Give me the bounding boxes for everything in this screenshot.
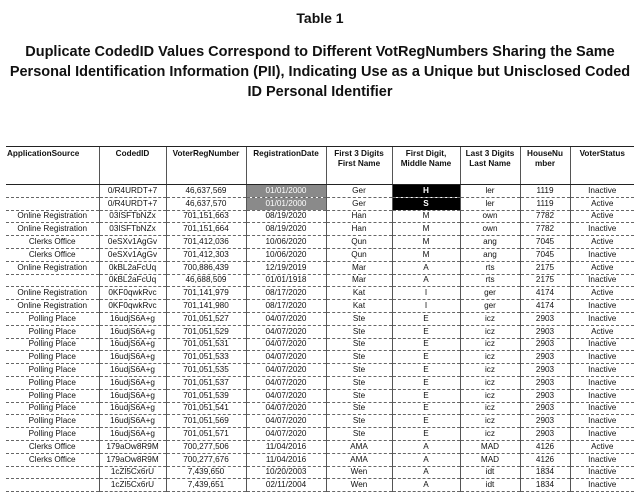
cell-voter-reg-number: 701,151,664 [166,223,246,236]
cell-registration-date: 08/17/2020 [246,287,326,300]
cell-last-name-digits: rts [460,261,520,274]
cell-voter-status: Active [570,261,634,274]
header-first-name-digits: First 3 Digits First Name [326,147,392,177]
cell-coded-id: 0/R4URDT+7 [99,197,166,210]
cell-registration-date: 04/07/2020 [246,389,326,402]
cell-middle-name-digit: E [392,428,460,441]
cell-application-source: Polling Place [6,428,99,441]
cell-voter-status: Active [570,236,634,249]
table-row [6,364,634,377]
cell-last-name-digits: rts [460,274,520,287]
cell-last-name-digits: icz [460,312,520,325]
header-middle-name-digit: First Digit, Middle Name [392,147,460,177]
cell-coded-id: 03ISFTbNZx [99,210,166,223]
cell-coded-id: 16udjS6A+g [99,338,166,351]
cell-coded-id: 0eSXv1AgGv [99,236,166,249]
cell-house-number: 1834 [520,479,570,492]
cell-registration-date: 01/01/2000 [246,185,326,198]
cell-first-name-digits: Ger [326,185,392,198]
cell-voter-status: Inactive [570,364,634,377]
cell-voter-reg-number: 701,051,529 [166,325,246,338]
cell-middle-name-digit: H [392,185,460,198]
cell-application-source: Polling Place [6,338,99,351]
cell-last-name-digits: icz [460,376,520,389]
table-row [6,389,634,402]
cell-middle-name-digit: E [392,338,460,351]
cell-house-number: 2903 [520,428,570,441]
cell-coded-id: 1cZl5Cx6rU [99,479,166,492]
cell-coded-id: 0/R4URDT+7 [99,185,166,198]
cell-middle-name-digit: E [392,325,460,338]
cell-house-number: 2903 [520,415,570,428]
cell-middle-name-digit: A [392,479,460,492]
cell-registration-date: 01/01/2000 [246,197,326,210]
cell-voter-status: Inactive [570,312,634,325]
cell-last-name-digits: idt [460,479,520,492]
cell-application-source [6,274,99,287]
cell-last-name-digits: icz [460,428,520,441]
cell-last-name-digits: icz [460,338,520,351]
cell-first-name-digits: AMA [326,453,392,466]
cell-voter-reg-number: 701,412,036 [166,236,246,249]
cell-application-source: Polling Place [6,312,99,325]
cell-coded-id: 16udjS6A+g [99,402,166,415]
cell-last-name-digits: MAD [460,440,520,453]
cell-last-name-digits: MAD [460,453,520,466]
cell-voter-status: Inactive [570,466,634,479]
cell-registration-date: 08/19/2020 [246,223,326,236]
cell-middle-name-digit: E [392,351,460,364]
cell-voter-reg-number: 701,051,539 [166,389,246,402]
cell-house-number: 2903 [520,351,570,364]
cell-registration-date: 08/17/2020 [246,300,326,313]
cell-registration-date: 04/07/2020 [246,338,326,351]
cell-application-source: Online Registration [6,223,99,236]
cell-house-number: 2903 [520,402,570,415]
cell-last-name-digits: idt [460,466,520,479]
cell-middle-name-digit: I [392,300,460,313]
table-row [6,223,634,236]
cell-first-name-digits: Kat [326,300,392,313]
table-row [6,440,634,453]
table-row [6,261,634,274]
cell-application-source: Polling Place [6,364,99,377]
cell-voter-status: Inactive [570,223,634,236]
cell-house-number: 1119 [520,197,570,210]
header-last-name-digits: Last 3 Digits Last Name [460,147,520,177]
cell-voter-reg-number: 701,051,531 [166,338,246,351]
cell-registration-date: 11/04/2016 [246,453,326,466]
cell-last-name-digits: icz [460,402,520,415]
cell-application-source: Polling Place [6,351,99,364]
table-header-row [6,147,634,177]
cell-coded-id: 16udjS6A+g [99,312,166,325]
table-row [6,428,634,441]
cell-registration-date: 04/07/2020 [246,351,326,364]
cell-voter-status: Inactive [570,274,634,287]
cell-coded-id: 0KF0qwkRvc [99,287,166,300]
cell-application-source [6,466,99,479]
cell-first-name-digits: Qun [326,236,392,249]
cell-house-number: 2903 [520,325,570,338]
cell-first-name-digits: Ste [326,325,392,338]
cell-last-name-digits: ger [460,287,520,300]
table-row [6,466,634,479]
table-row [6,351,634,364]
cell-house-number: 4174 [520,287,570,300]
cell-registration-date: 11/04/2016 [246,440,326,453]
cell-first-name-digits: Ste [326,376,392,389]
cell-registration-date: 04/07/2020 [246,364,326,377]
cell-voter-reg-number: 701,051,527 [166,312,246,325]
table-label: Table 1 [296,10,344,26]
table-row [6,210,634,223]
cell-coded-id: 16udjS6A+g [99,364,166,377]
cell-application-source: Clerks Office [6,440,99,453]
cell-application-source: Online Registration [6,261,99,274]
cell-first-name-digits: Ste [326,389,392,402]
cell-middle-name-digit: E [392,312,460,325]
table-row [6,300,634,313]
cell-voter-reg-number: 701,151,663 [166,210,246,223]
cell-first-name-digits: Ste [326,351,392,364]
cell-last-name-digits: own [460,223,520,236]
cell-coded-id: 1cZl5Cx6rU [99,466,166,479]
cell-application-source: Online Registration [6,210,99,223]
cell-voter-reg-number: 701,412,303 [166,248,246,261]
cell-coded-id: 0kBL2aFcUq [99,274,166,287]
cell-coded-id: 16udjS6A+g [99,389,166,402]
cell-first-name-digits: Ste [326,415,392,428]
header-registration-date: RegistrationDate [246,147,326,177]
cell-middle-name-digit: M [392,210,460,223]
cell-coded-id: 0eSXv1AgGv [99,248,166,261]
cell-coded-id: 0KF0qwkRvc [99,300,166,313]
cell-last-name-digits: own [460,210,520,223]
cell-application-source: Polling Place [6,325,99,338]
cell-voter-reg-number: 700,277,506 [166,440,246,453]
cell-middle-name-digit: M [392,223,460,236]
cell-voter-status: Inactive [570,185,634,198]
cell-registration-date: 04/07/2020 [246,402,326,415]
table-row [6,376,634,389]
cell-coded-id: 16udjS6A+g [99,325,166,338]
cell-house-number: 2903 [520,338,570,351]
cell-voter-reg-number: 700,886,439 [166,261,246,274]
cell-application-source: Clerks Office [6,236,99,249]
cell-middle-name-digit: S [392,197,460,210]
cell-house-number: 4174 [520,300,570,313]
header-voter-status: VoterStatus [570,147,634,177]
cell-middle-name-digit: E [392,402,460,415]
cell-application-source: Polling Place [6,376,99,389]
cell-coded-id: 0kBL2aFcUq [99,261,166,274]
cell-coded-id: 179aOw8R9M [99,440,166,453]
cell-first-name-digits: Han [326,223,392,236]
cell-coded-id: 16udjS6A+g [99,351,166,364]
cell-voter-status: Inactive [570,376,634,389]
cell-voter-reg-number: 700,277,676 [166,453,246,466]
cell-voter-reg-number: 701,051,537 [166,376,246,389]
cell-voter-status: Inactive [570,300,634,313]
cell-application-source: Clerks Office [6,453,99,466]
header-house-number: HouseNu mber [520,147,570,177]
cell-house-number: 2903 [520,364,570,377]
table-row [6,248,634,261]
cell-middle-name-digit: A [392,274,460,287]
cell-voter-reg-number: 701,051,535 [166,364,246,377]
cell-registration-date: 04/07/2020 [246,325,326,338]
cell-registration-date: 04/07/2020 [246,415,326,428]
cell-first-name-digits: Han [326,210,392,223]
cell-last-name-digits: ang [460,248,520,261]
cell-application-source: Polling Place [6,402,99,415]
cell-registration-date: 01/01/1918 [246,274,326,287]
cell-registration-date: 04/07/2020 [246,428,326,441]
cell-coded-id: 179aOw8R9M [99,453,166,466]
cell-voter-reg-number: 701,141,979 [166,287,246,300]
cell-first-name-digits: Wen [326,466,392,479]
cell-voter-status: Inactive [570,248,634,261]
cell-house-number: 1834 [520,466,570,479]
cell-house-number: 7045 [520,236,570,249]
cell-voter-status: Inactive [570,402,634,415]
table-row [6,453,634,466]
cell-registration-date: 10/20/2003 [246,466,326,479]
cell-application-source: Online Registration [6,287,99,300]
cell-registration-date: 12/19/2019 [246,261,326,274]
cell-first-name-digits: Mar [326,261,392,274]
cell-last-name-digits: ler [460,197,520,210]
table-row [6,185,634,198]
cell-last-name-digits: ler [460,185,520,198]
cell-voter-status: Active [570,210,634,223]
cell-application-source: Online Registration [6,300,99,313]
cell-house-number: 2903 [520,312,570,325]
cell-last-name-digits: icz [460,351,520,364]
cell-voter-status: Active [570,325,634,338]
cell-registration-date: 02/11/2004 [246,479,326,492]
cell-voter-reg-number: 46,688,509 [166,274,246,287]
cell-middle-name-digit: A [392,453,460,466]
cell-first-name-digits: Ste [326,338,392,351]
cell-voter-reg-number: 701,051,533 [166,351,246,364]
cell-voter-status: Inactive [570,415,634,428]
cell-application-source [6,197,99,210]
cell-house-number: 2175 [520,274,570,287]
cell-house-number: 7782 [520,223,570,236]
cell-last-name-digits: ang [460,236,520,249]
cell-registration-date: 10/06/2020 [246,236,326,249]
cell-first-name-digits: Ste [326,364,392,377]
cell-middle-name-digit: E [392,364,460,377]
header-application-source: ApplicationSource [6,147,99,177]
cell-middle-name-digit: A [392,466,460,479]
duplicate-codedid-table [6,146,634,492]
cell-voter-status: Inactive [570,428,634,441]
cell-coded-id: 16udjS6A+g [99,415,166,428]
cell-voter-status: Inactive [570,479,634,492]
cell-first-name-digits: Ger [326,197,392,210]
cell-house-number: 4126 [520,440,570,453]
cell-house-number: 2175 [520,261,570,274]
table-row [6,274,634,287]
cell-first-name-digits: AMA [326,440,392,453]
cell-middle-name-digit: E [392,376,460,389]
table-body [6,176,634,492]
cell-last-name-digits: icz [460,325,520,338]
cell-house-number: 7782 [520,210,570,223]
cell-last-name-digits: ger [460,300,520,313]
cell-first-name-digits: Qun [326,248,392,261]
cell-application-source [6,185,99,198]
cell-middle-name-digit: I [392,287,460,300]
table-row [6,287,634,300]
cell-last-name-digits: icz [460,415,520,428]
cell-voter-status: Inactive [570,338,634,351]
cell-house-number: 7045 [520,248,570,261]
cell-first-name-digits: Ste [326,402,392,415]
table-row [6,338,634,351]
table-row [6,325,634,338]
cell-last-name-digits: icz [460,364,520,377]
cell-voter-reg-number: 701,141,980 [166,300,246,313]
cell-house-number: 2903 [520,389,570,402]
cell-voter-reg-number: 701,051,541 [166,402,246,415]
cell-first-name-digits: Ste [326,312,392,325]
cell-coded-id: 03ISFTbNZx [99,223,166,236]
cell-application-source: Polling Place [6,389,99,402]
cell-first-name-digits: Kat [326,287,392,300]
cell-registration-date: 10/06/2020 [246,248,326,261]
cell-registration-date: 08/19/2020 [246,210,326,223]
table-caption: Duplicate CodedID Values Correspond to Different VotRegNumbers Sharing the Same Personal Identification Information (PII), Indicating Use as a Unique but Unisclosed Coded ID Personal Identifier [9,44,631,100]
header-voter-reg-number: VoterRegNumber [166,147,246,177]
table-row [6,197,634,210]
cell-first-name-digits: Wen [326,479,392,492]
cell-middle-name-digit: A [392,440,460,453]
cell-middle-name-digit: A [392,261,460,274]
cell-voter-status: Active [570,197,634,210]
table-row [6,312,634,325]
table-row [6,415,634,428]
cell-application-source: Clerks Office [6,248,99,261]
cell-voter-status: Inactive [570,453,634,466]
cell-voter-status: Active [570,440,634,453]
cell-last-name-digits: icz [460,389,520,402]
cell-voter-reg-number: 701,051,569 [166,415,246,428]
cell-voter-reg-number: 46,637,569 [166,185,246,198]
cell-registration-date: 04/07/2020 [246,376,326,389]
cell-first-name-digits: Mar [326,274,392,287]
cell-house-number: 2903 [520,376,570,389]
cell-first-name-digits: Ste [326,428,392,441]
cell-voter-reg-number: 701,051,571 [166,428,246,441]
cell-voter-reg-number: 7,439,650 [166,466,246,479]
cell-middle-name-digit: E [392,389,460,402]
cell-voter-status: Inactive [570,351,634,364]
cell-house-number: 1119 [520,185,570,198]
header-coded-id: CodedID [99,147,166,177]
cell-middle-name-digit: M [392,236,460,249]
cell-registration-date: 04/07/2020 [246,312,326,325]
header-spacer-row [6,176,634,185]
table-row [6,402,634,415]
table-row [6,236,634,249]
cell-coded-id: 16udjS6A+g [99,376,166,389]
cell-application-source: Polling Place [6,415,99,428]
cell-voter-reg-number: 46,637,570 [166,197,246,210]
cell-voter-status: Inactive [570,389,634,402]
cell-middle-name-digit: E [392,415,460,428]
cell-middle-name-digit: M [392,248,460,261]
cell-voter-reg-number: 7,439,651 [166,479,246,492]
cell-voter-status: Active [570,287,634,300]
cell-coded-id: 16udjS6A+g [99,428,166,441]
cell-house-number: 4126 [520,453,570,466]
